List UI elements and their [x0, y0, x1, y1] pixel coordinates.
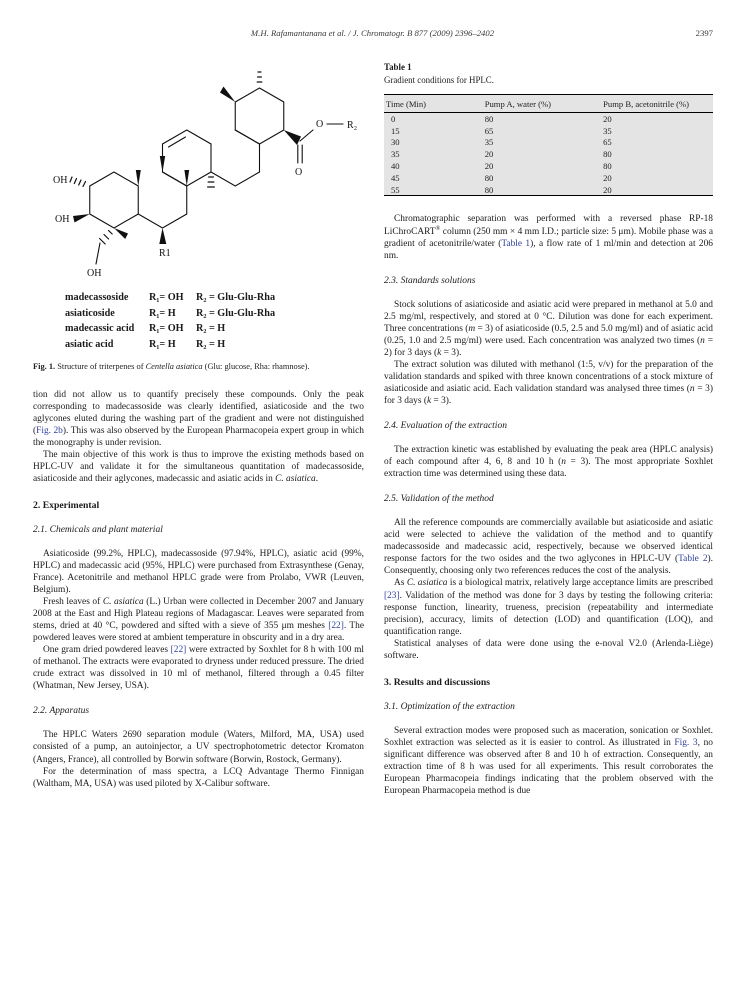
cell-pump-b: 20	[603, 113, 612, 124]
text-segment: C. asiatica	[275, 473, 316, 484]
paragraph	[33, 766, 364, 790]
r1-label: R1	[159, 248, 171, 259]
table-row	[384, 125, 713, 137]
figure-1	[33, 60, 364, 373]
compound-r1: R₁= OH	[149, 292, 184, 303]
text-segment: Fresh leaves of	[43, 597, 103, 608]
paragraph	[33, 644, 364, 692]
text-segment: . Validation of the method was done for 3 days by testing the following criteria: response function, linearity, trueness, precision (repeatability and intermediate precision), accuracy, limits of detection (LOD) and quantification (LOQ), and quantification range.	[384, 590, 713, 637]
text-segment: , no significant difference was observed after 8 and 10 h of extraction. Consequently, an extraction time of 8 h was used for all experiments. This result corroborates the European Pharmacopeia findings indicating that the problem observed with the European Pharmacopeia method is due	[384, 737, 713, 797]
text-segment: ®	[435, 224, 441, 232]
text-segment: Centella asiatica	[145, 362, 203, 371]
table-row	[384, 184, 713, 196]
cell-pump-b: 80	[603, 161, 612, 172]
text-segment: One gram dried powdered leaves	[43, 645, 171, 656]
text-segment: Structure of triterpenes of	[55, 362, 146, 371]
col-header-time: Time (Min)	[384, 95, 483, 113]
cell-pump-a: 20	[484, 161, 494, 172]
cell-time: 45	[391, 172, 400, 183]
compound-row	[65, 337, 364, 353]
paragraph	[384, 299, 713, 359]
compound-r1: R₁= H	[149, 307, 176, 319]
compound-r2: R₂ = H	[196, 323, 226, 334]
section-heading-2: 2. Experimental	[33, 499, 100, 511]
text-segment: were extracted by Soxhlet for 8 h with 100 ml of methanol. The extracts were evaporated to dryness under reduced pressure. The dried crude extract was dissolved in 10 ml of methanol, filtered through a 0.45 filter (Whatman, New Jersey, USA).	[33, 645, 364, 692]
text-segment: Statistical analyses of data were done using the e-noval V2.0 (Arlenda-Liège) software.	[384, 638, 713, 661]
paragraph	[33, 596, 364, 644]
running-header: M.H. Rafamantanana et al. / J. Chromatogr. B 877 (2009) 2396–2402	[250, 28, 495, 38]
paragraph	[33, 389, 364, 449]
text-segment: As	[394, 578, 407, 589]
text-segment: C. asiatica	[406, 578, 448, 589]
cell-pump-a: 65	[484, 125, 494, 136]
citation-link[interactable]: [22]	[170, 645, 187, 656]
text-segment: = 2) for 3 days (	[384, 335, 713, 358]
section-heading-3: 3. Results and discussions	[384, 676, 491, 688]
text-segment: = 3) of asiaticoside (0.5, 2.5 and 5.0 mg/ml) and of asiatic acid (0.25, 1.0 and 2.5 mg/ml) were used. Each concentration was analyzed two times (	[384, 323, 713, 346]
section-heading-2-5: 2.5. Validation of the method	[384, 494, 494, 505]
cell-time: 40	[391, 161, 400, 172]
text-segment: k	[437, 347, 442, 358]
paragraph	[384, 359, 713, 407]
cell-pump-a: 35	[484, 137, 494, 148]
citation-link[interactable]: Fig. 3	[674, 737, 698, 748]
cell-pump-b: 35	[603, 125, 612, 136]
text-segment: The extract solution was diluted with methanol (1:5, v/v) for the preparation of the validation standards and spiked with three known concentrations of a stock mixture of asiaticoside and asiatic acid. Each validation standard was analysed three times (	[384, 359, 713, 394]
text-segment: ), a flow rate of 1 ml/min and detection at 206 nm.	[384, 238, 713, 261]
compound-r1: R₁= OH	[149, 323, 184, 334]
table-row	[384, 148, 713, 160]
citation-link[interactable]: Table 1	[501, 238, 531, 249]
text-segment: (L.) Urban were collected in December 2007 and January 2008 at the East and High Plateau regions of Madagascar. Leaves were separated from stems, dried at 40 °C, powdered and sifted with a sieve of 355 μm meshes	[33, 597, 364, 632]
text-segment: n	[689, 383, 695, 394]
compound-substituent-list	[65, 290, 364, 352]
compound-row	[65, 306, 364, 322]
col-header-pump-b: Pump B, acetonitrile (%)	[601, 95, 713, 113]
citation-link[interactable]: [23]	[384, 590, 400, 601]
table-row	[384, 113, 713, 125]
compound-name: madecassic acid	[65, 323, 135, 334]
cell-pump-b: 65	[603, 137, 612, 148]
table-row	[384, 172, 713, 184]
citation-link[interactable]: Table 2	[678, 554, 708, 565]
oh-label-bottom: OH	[87, 268, 102, 279]
text-segment: is a biological matrix, relatively large acceptance limits are prescribed	[447, 578, 713, 589]
table-header-row	[384, 95, 713, 113]
text-segment: Asiaticoside (99.2%, HPLC), madecassoside (97.94%, HPLC), asiatic acid (99%, HPLC) and madecassic acid (95%, HPLC) were purchased from Extrasynthese (Genay, France). Acetonitrile and methanol HPLC grade were from Prolabo, VWR (Leuven, Belgium).	[33, 548, 364, 596]
compound-name: madecassoside	[65, 292, 129, 303]
text-segment: The HPLC Waters 2690 separation module (Waters, Milford, MA, USA) used consisted of a pump, an autoinjector, a UV spectrophotometric detector Kromaton (Angers, France), all controlled by Borwin software (Borwin, Rostock, Germany).	[33, 730, 364, 765]
section-heading-2-3: 2.3. Standards solutions	[384, 275, 476, 286]
text-segment: m	[468, 323, 476, 334]
text-segment: (Glu: glucose, Rha: rhamnose).	[202, 362, 310, 371]
text-segment: = 3) for 3 days (	[384, 383, 713, 407]
compound-r2: R₂ = Glu-Glu-Rha	[196, 292, 276, 303]
compound-r2: R₂ = Glu-Glu-Rha	[196, 307, 276, 319]
paragraph	[384, 638, 713, 662]
text-segment: k	[426, 396, 432, 407]
text-segment: The extraction kinetic was established by evaluating the peak area (HPLC analysis) of each compound after 4, 6, 8 and 10 h (	[384, 445, 713, 468]
text-segment: Chromatographic separation was performed with a reversed phase RP-18 LiChroCART	[384, 214, 713, 237]
compound-r1: R₁= H	[149, 338, 176, 350]
section-heading-2-2: 2.2. Apparatus	[33, 706, 90, 717]
compound-name: asiatic acid	[65, 338, 114, 350]
compound-r2: R₂ = H	[196, 338, 226, 350]
compound-name: asiaticoside	[65, 307, 115, 319]
cell-pump-a: 20	[484, 149, 494, 160]
gradient-conditions-table	[384, 94, 713, 196]
paragraph	[33, 548, 364, 596]
text-segment: All the reference compounds are commercially available but asiaticoside and asiatic acid were selected to achieve the validation of the method and to quantify madecassoside and madecassic acid, respectively, because we observed identical response factors for the two osides and the two aglycones in HPLC-UV (	[384, 518, 713, 565]
section-heading-3-1: 3.1. Optimization of the extraction	[384, 701, 515, 712]
paragraph	[384, 444, 713, 480]
right-column	[384, 62, 713, 797]
text-segment: Fig. 1.	[33, 362, 56, 371]
text-segment: = 3).	[431, 396, 452, 407]
text-segment: For the determination of mass spectra, a LCQ Advantage Thermo Finnigan (Waltham, MA, USA) was used piloted by X-Calibur software.	[33, 766, 364, 789]
cell-time: 35	[391, 149, 400, 160]
cell-time: 15	[391, 125, 400, 136]
citation-link[interactable]: Fig. 2b	[36, 425, 63, 436]
cell-pump-a: 80	[484, 172, 494, 183]
compound-row	[65, 290, 364, 306]
cell-pump-b: 20	[603, 184, 612, 195]
paragraph	[384, 725, 713, 797]
text-segment: . The powdered leaves were stored at ambient temperature in obscurity and in a dry area.	[33, 621, 364, 644]
text-segment: Several extraction modes were proposed such as maceration, sonication or Soxhlet. Soxhlet extraction was selected as it is easier to control. As illustrated in	[384, 725, 713, 748]
text-segment: n	[700, 335, 705, 346]
left-column	[33, 56, 364, 790]
paragraph	[384, 577, 713, 637]
text-segment: column (250 mm × 4 mm I.D.; particle size: 5 μm). Mobile phase was a gradient of acetonitrile/water (	[384, 226, 713, 249]
text-segment: .	[315, 473, 319, 484]
section-heading-2-1: 2.1. Chemicals and plant material	[33, 524, 163, 535]
figure-1-caption	[33, 362, 364, 373]
text-segment: n	[561, 457, 566, 468]
triterpene-structure-drawing	[39, 60, 369, 288]
cell-pump-b: 20	[603, 172, 612, 183]
paragraph	[33, 449, 364, 485]
oh-label-mid: OH	[55, 214, 70, 225]
cell-pump-a: 80	[484, 113, 494, 124]
text-segment: C. asiatica	[102, 597, 144, 608]
o-ester-label: O	[316, 119, 324, 130]
text-segment: tion did not allow us to quantify precisely these compounds. Only the peak corresponding to madecassoside was clearly identified, asiaticoside and the two aglycones eluted during the washing part of the gradient and were not distinguished (	[33, 389, 364, 436]
cell-time: 55	[391, 184, 400, 195]
paragraph	[384, 213, 713, 261]
table-row	[384, 137, 713, 149]
oh-label-top: OH	[53, 175, 68, 186]
text-segment: = 3).	[441, 347, 462, 358]
paragraph	[33, 729, 364, 765]
text-segment: Stock solutions of asiaticoside and asiatic acid were prepared in methanol at 5.0 and 2.5 mg/ml, respectively, and stored at 0 °C. Dilution was done for each experiment. Three concentrations (	[384, 299, 713, 334]
text-segment: ). Consequently, choosing only two references reduces the cost of the analysis.	[384, 554, 713, 577]
text-segment: The main objective of this work is thus to improve the existing methods based on HPLC-UV and validate it for the simultaneous quantitation of madecassoside, asiaticoside and their aglycones, madecassic and asiatic acids in	[33, 449, 364, 484]
o-carbonyl-label: O	[295, 167, 303, 178]
section-heading-2-4: 2.4. Evaluation of the extraction	[384, 421, 507, 432]
table-1-caption: Gradient conditions for HPLC.	[384, 75, 494, 85]
text-segment: = 3). The most appropriate Soxhlet extraction time was determined using these data.	[384, 457, 713, 480]
col-header-pump-a: Pump A, water (%)	[483, 95, 601, 113]
page-number: 2397	[695, 28, 713, 38]
compound-row	[65, 321, 364, 337]
cell-time: 30	[391, 137, 400, 148]
r2-label: R₂	[347, 120, 358, 131]
citation-link[interactable]: [22]	[328, 621, 344, 632]
text-segment: ). This was also observed by the European Pharmacopeia expert group in which the monography is under revision.	[33, 425, 364, 448]
table-1-label: Table 1	[384, 62, 412, 72]
cell-time: 0	[391, 113, 396, 124]
table-row	[384, 160, 713, 172]
paragraph	[384, 517, 713, 577]
cell-pump-a: 80	[484, 184, 494, 195]
cell-pump-b: 80	[603, 149, 612, 160]
